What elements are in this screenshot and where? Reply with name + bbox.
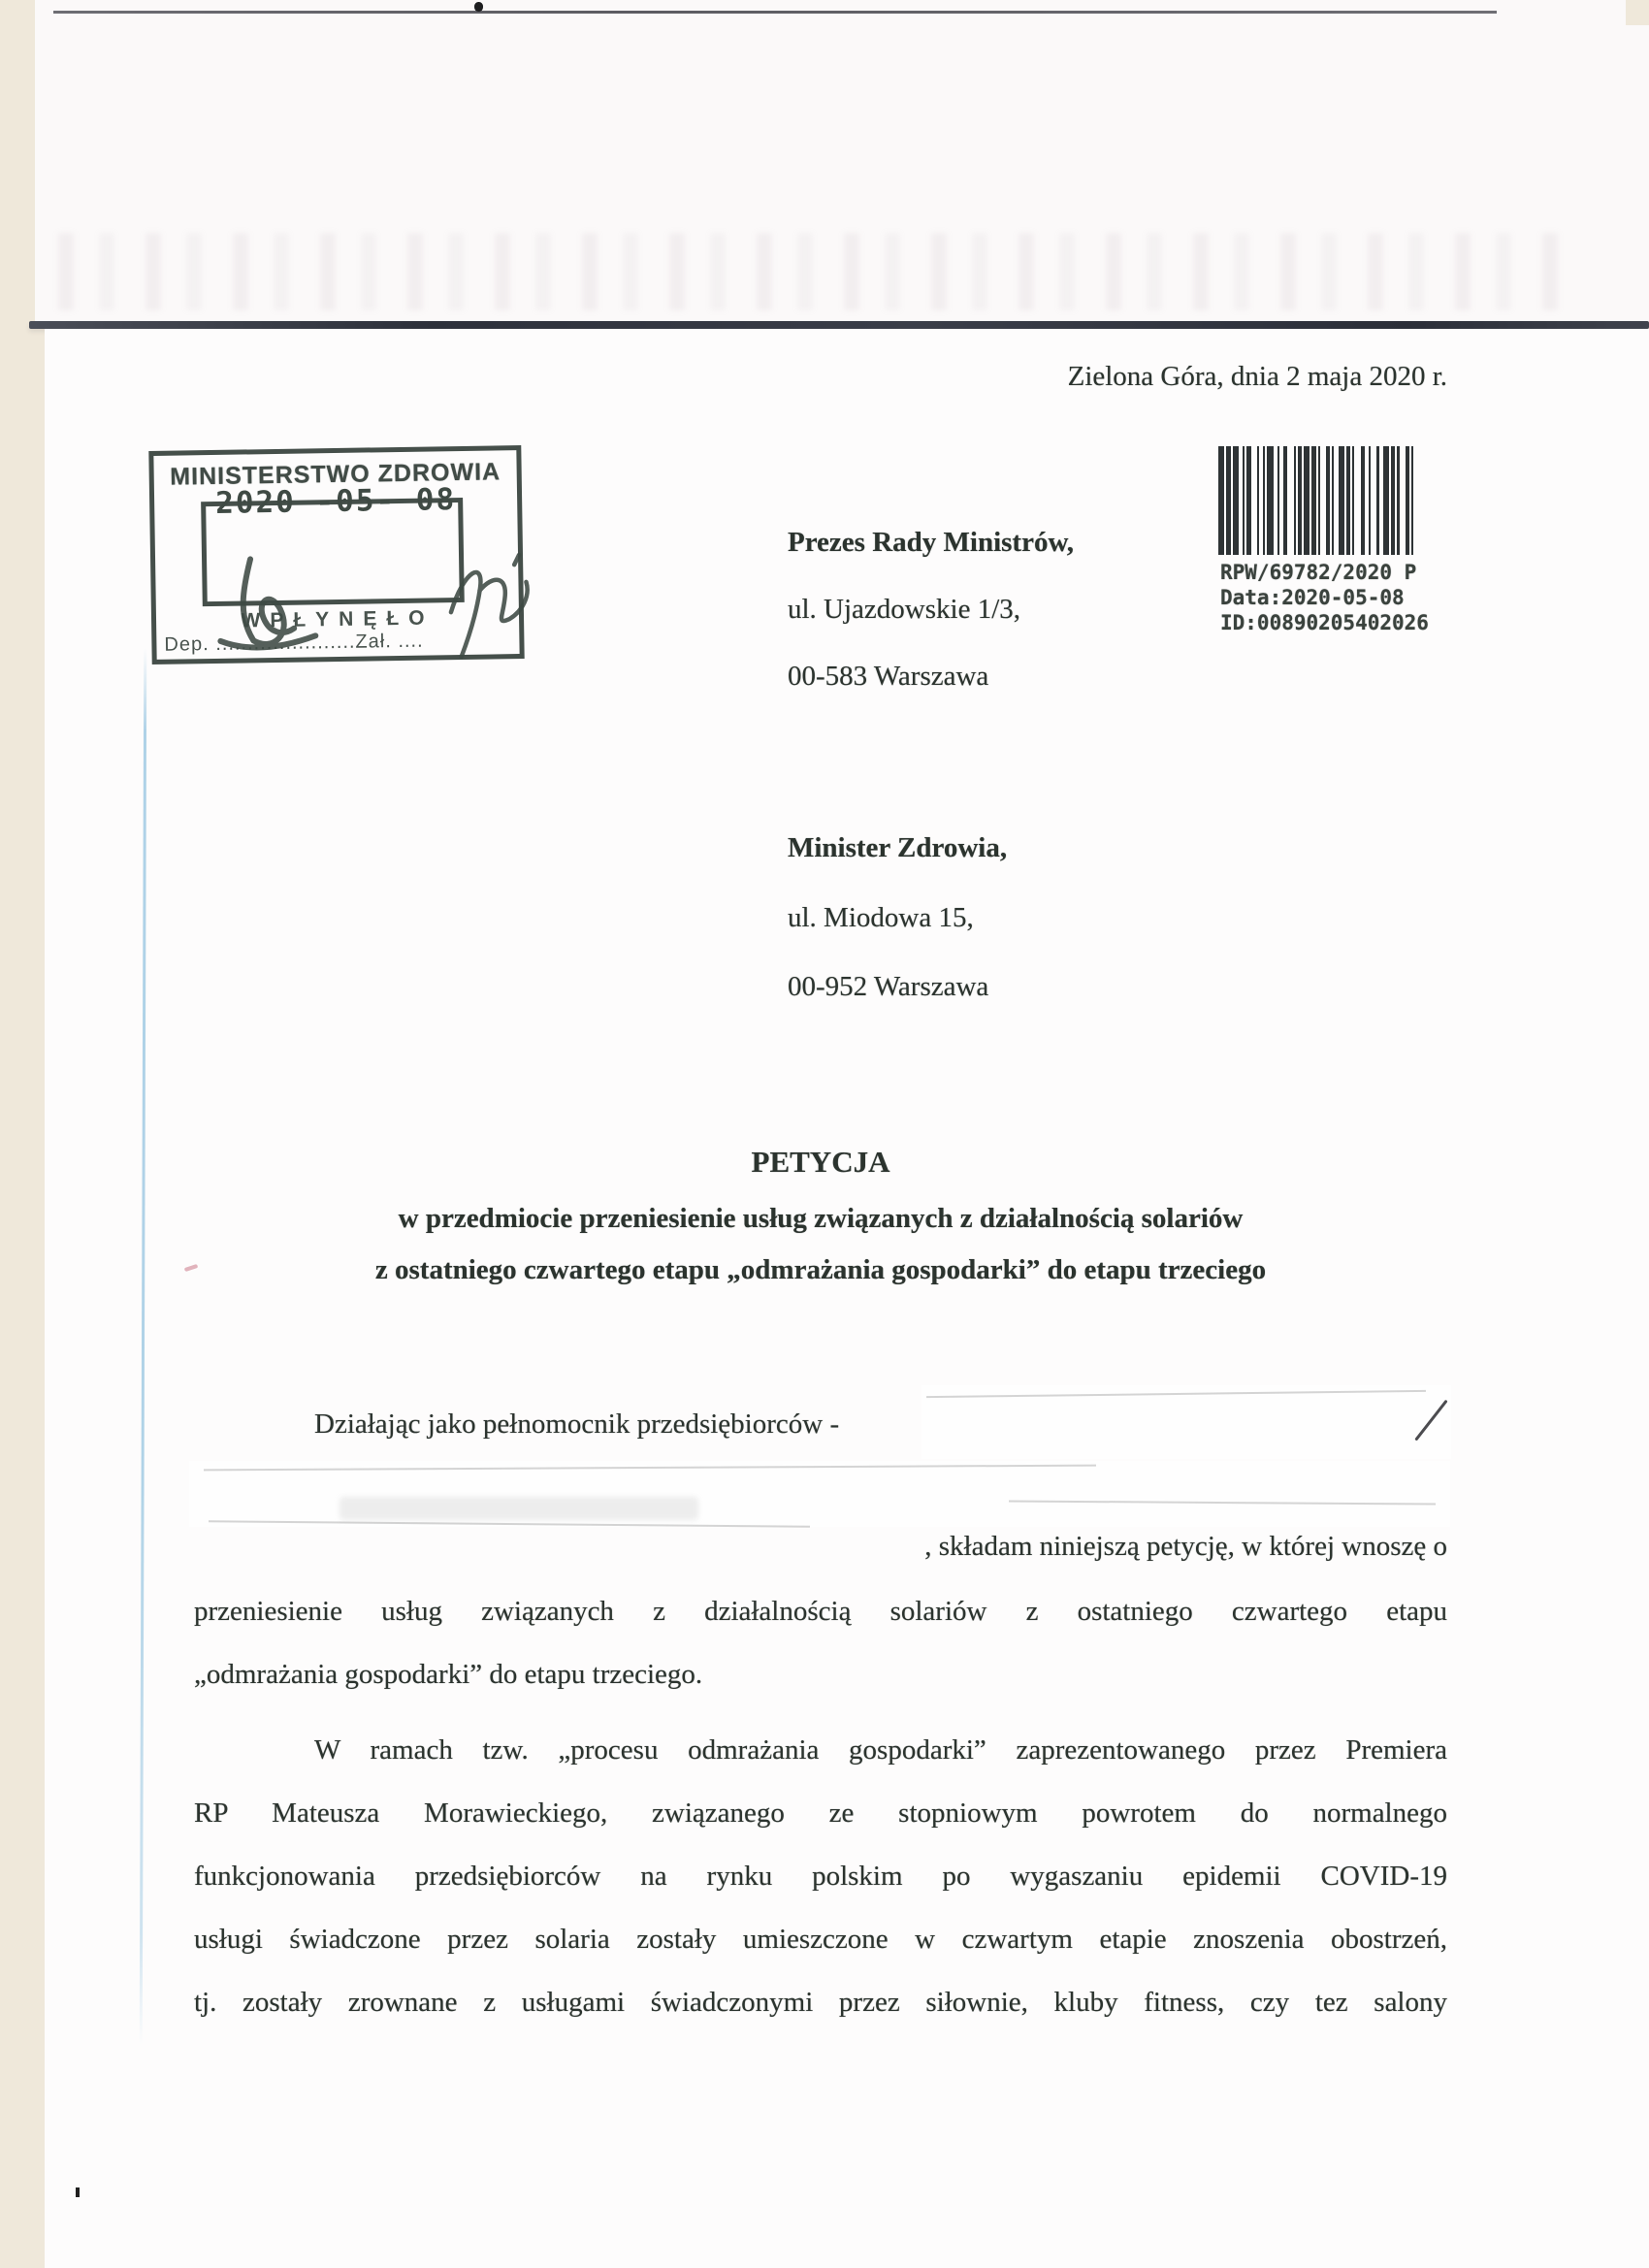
petition-subtitle-line1: w przedmiocie przeniesienie usług związanych z działalnością solariów xyxy=(398,1203,1244,1234)
stamp-ministry-name: MINISTERSTWO ZDROWIA xyxy=(170,458,501,491)
bleedthrough-smudge xyxy=(58,233,1571,310)
body-p2-line5: tj. zostały zrownane z usługami świadczonymi przez siłownie, kluby fitness, czy tez salony xyxy=(194,1987,1447,2018)
barcode-rpw-number: RPW/69782/2020 P xyxy=(1220,561,1417,584)
stamp-dep-line: Dep. ......................Zał. .... xyxy=(164,630,424,656)
stamp-received-label: WPŁYNĘŁO xyxy=(241,606,435,632)
recipient-primary-city: 00-583 Warszawa xyxy=(788,661,989,692)
body-p2-line2: RP Mateusza Morawieckiego, związanego ze stopniowym powrotem do normalnego xyxy=(194,1798,1447,1829)
petition-subtitle-line2: z ostatniego czwartego etapu „odmrażania gospodarki” do etapu trzeciego xyxy=(374,1254,1267,1285)
petition-title: PETYCJA xyxy=(751,1145,890,1179)
scan-edge-line xyxy=(53,11,1497,14)
handwriting-dep-code xyxy=(213,550,341,668)
body-p2-line4: usługi świadczone przez solaria zostały umieszczone w czwartym etapie znoszenia obostrzeń, xyxy=(194,1924,1447,1955)
recipient-primary-name: Prezes Rady Ministrów, xyxy=(788,527,1075,558)
body-p2-line3: funkcjonowania przedsiębiorców na rynku polskim po wygaszaniu epidemii COVID-19 xyxy=(194,1861,1447,1892)
stamp-date: 2020 -05- 08 xyxy=(214,482,457,521)
recipient-secondary-street: ul. Miodowa 15, xyxy=(788,902,974,933)
barcode xyxy=(1218,446,1449,555)
handwriting-initials xyxy=(436,547,545,665)
body-p1-line1: Działając jako pełnomocnik przedsiębiorców - xyxy=(314,1409,840,1440)
recipient-primary-street: ul. Ujazdowskie 1/3, xyxy=(788,594,1021,625)
body-p1-line4: przeniesienie usług związanych z działalnością solariów z ostatniego czwartego etapu xyxy=(194,1596,1447,1627)
black-speck xyxy=(76,2187,80,2197)
scanner-corner xyxy=(1626,0,1649,25)
recipient-secondary-name: Minister Zdrowia, xyxy=(788,832,1008,863)
body-p1-line3: , składam niniejszą petycję, w której wnoszę o xyxy=(924,1531,1447,1562)
page-edge-shadow xyxy=(29,321,1649,329)
receipt-stamp xyxy=(148,445,524,664)
barcode-bar xyxy=(1413,446,1417,555)
redaction-ghost-text xyxy=(340,1497,698,1520)
ink-speck xyxy=(474,2,483,12)
barcode-date: Data:2020-05-08 xyxy=(1220,586,1405,609)
recipient-secondary-city: 00-952 Warszawa xyxy=(788,971,989,1002)
body-p2-line1: W ramach tzw. „procesu odmrażania gospodarki” zaprezentowanego przez Premiera xyxy=(314,1734,1447,1766)
date-line: Zielona Góra, dnia 2 maja 2020 r. xyxy=(1067,361,1447,392)
body-p1-line5: „odmrażania gospodarki” do etapu trzeciego. xyxy=(194,1659,703,1690)
barcode-id: ID:00890205402026 xyxy=(1220,611,1429,634)
